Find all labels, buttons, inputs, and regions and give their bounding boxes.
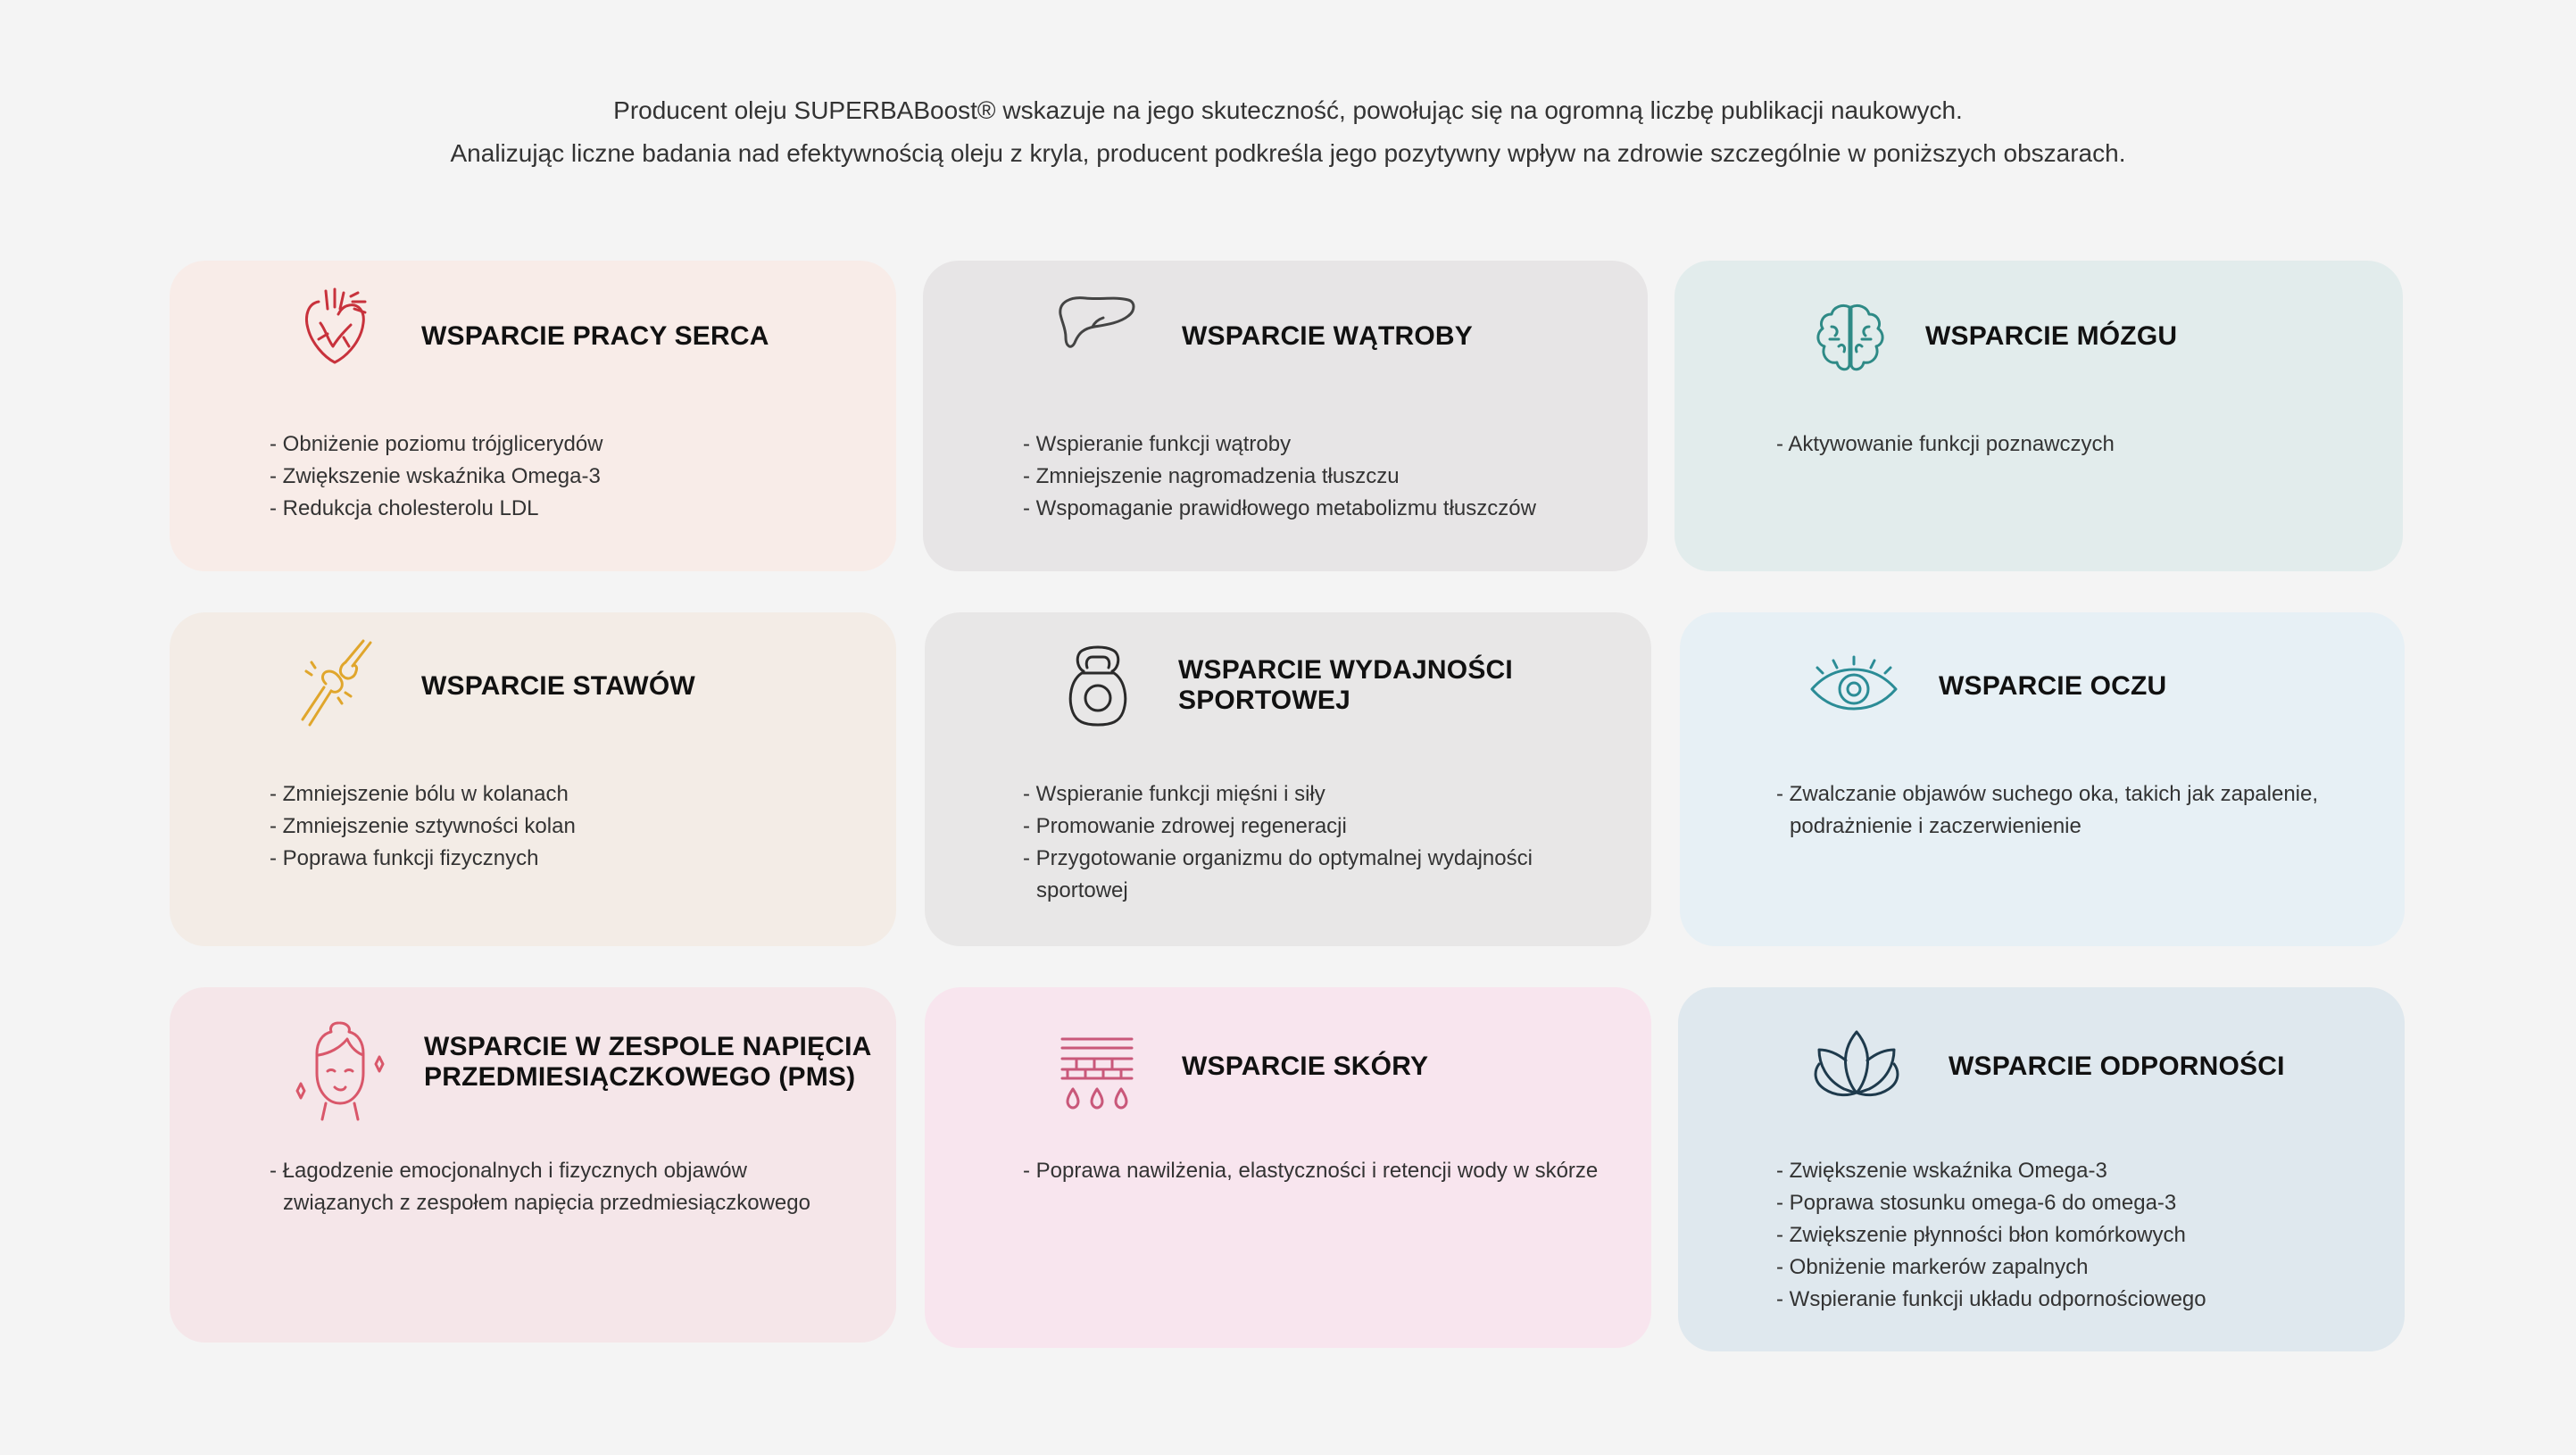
benefit-list <box>270 778 841 875</box>
benefit-item: - Zwiększenie wskaźnika Omega-3 <box>1776 1155 2347 1187</box>
benefit-card <box>170 261 896 571</box>
kettlebell-icon <box>1064 644 1132 730</box>
card-title: WSPARCIE ODPORNOŚCI <box>1949 1052 2285 1081</box>
benefit-item: - Zwalczanie objawów suchego oka, takich jak zapalenie, podrażnienie i zaczerwienienie <box>1776 778 2347 843</box>
benefit-item: - Przygotowanie organizmu do optymalnej wydajności sportowej <box>1023 843 1594 907</box>
benefit-card <box>925 612 1651 946</box>
benefit-item: - Promowanie zdrowej regeneracji <box>1023 811 1594 843</box>
card-title: WSPARCIE PRACY SERCA <box>421 321 769 351</box>
card-title: WSPARCIE WYDAJNOŚCI SPORTOWEJ <box>1178 655 1513 715</box>
benefit-item: - Zmniejszenie sztywności kolan <box>270 811 841 843</box>
benefit-item: - Obniżenie poziomu trójglicerydów <box>270 428 841 461</box>
benefit-item: - Zmniejszenie nagromadzenia tłuszczu <box>1023 461 1630 493</box>
benefit-list <box>1776 1155 2347 1316</box>
heart-icon <box>299 284 372 366</box>
intro-line-1: Producent oleju SUPERBABoost® wskazuje na jego skuteczność, powołując się na ogromną liczbę publikacji naukowych. <box>613 96 1963 124</box>
benefit-card <box>925 987 1651 1348</box>
benefit-item: - Wspomaganie prawidłowego metabolizmu tłuszczów <box>1023 493 1630 525</box>
benefit-item: - Zwiększenie wskaźnika Omega-3 <box>270 461 841 493</box>
benefit-list <box>270 428 841 525</box>
benefit-list <box>1023 1155 1639 1187</box>
brain-icon <box>1812 300 1889 377</box>
benefit-item: - Wspieranie funkcji mięśni i siły <box>1023 778 1594 811</box>
card-title: WSPARCIE WĄTROBY <box>1182 321 1473 351</box>
joint-icon <box>299 639 376 728</box>
card-title: WSPARCIE W ZESPOLE NAPIĘCIA PRZEDMIESIĄCZKOWEGO (PMS) <box>424 1032 872 1092</box>
liver-icon <box>1053 287 1139 352</box>
card-title: WSPARCIE SKÓRY <box>1182 1052 1429 1081</box>
skin-icon <box>1059 1034 1135 1112</box>
benefit-item: - Wspieranie funkcji wątroby <box>1023 428 1630 461</box>
benefit-item: - Redukcja cholesterolu LDL <box>270 493 841 525</box>
benefit-list <box>270 1155 841 1219</box>
benefit-card <box>1674 261 2403 571</box>
benefit-item: - Zmniejszenie bólu w kolanach <box>270 778 841 811</box>
benefit-item: - Łagodzenie emocjonalnych i fizycznych objawów związanych z zespołem napięcia przedmiesiączkowego <box>270 1155 841 1219</box>
benefit-card <box>1680 612 2405 946</box>
benefit-card <box>170 612 896 946</box>
card-title: WSPARCIE OCZU <box>1939 671 2167 701</box>
woman-face-icon <box>290 1019 388 1123</box>
benefit-list <box>1023 428 1630 525</box>
benefit-item: - Poprawa nawilżenia, elastyczności i retencji wody w skórze <box>1023 1155 1639 1187</box>
lotus-icon <box>1812 1028 1901 1105</box>
benefit-list <box>1023 778 1594 907</box>
card-title: WSPARCIE MÓZGU <box>1925 321 2178 351</box>
intro-line-2: Analizując liczne badania nad efektywnością oleju z kryla, producent podkreśla jego pozytywny wpływ na zdrowie szczególnie w poniższych obszarach. <box>450 139 2126 167</box>
benefit-item: - Aktywowanie funkcji poznawczych <box>1776 428 2347 461</box>
benefit-item: - Poprawa stosunku omega-6 do omega-3 <box>1776 1187 2347 1219</box>
benefit-card <box>923 261 1648 571</box>
benefit-item: - Zwiększenie płynności błon komórkowych <box>1776 1219 2347 1251</box>
benefit-list <box>1776 778 2347 843</box>
card-title: WSPARCIE STAWÓW <box>421 671 695 701</box>
benefit-list <box>1776 428 2347 461</box>
benefit-card <box>170 987 896 1343</box>
benefit-item: - Poprawa funkcji fizycznych <box>270 843 841 875</box>
eye-icon <box>1807 655 1901 719</box>
benefit-card <box>1678 987 2405 1351</box>
benefit-item: - Obniżenie markerów zapalnych <box>1776 1251 2347 1284</box>
benefit-item: - Wspieranie funkcji układu odpornościowego <box>1776 1284 2347 1316</box>
